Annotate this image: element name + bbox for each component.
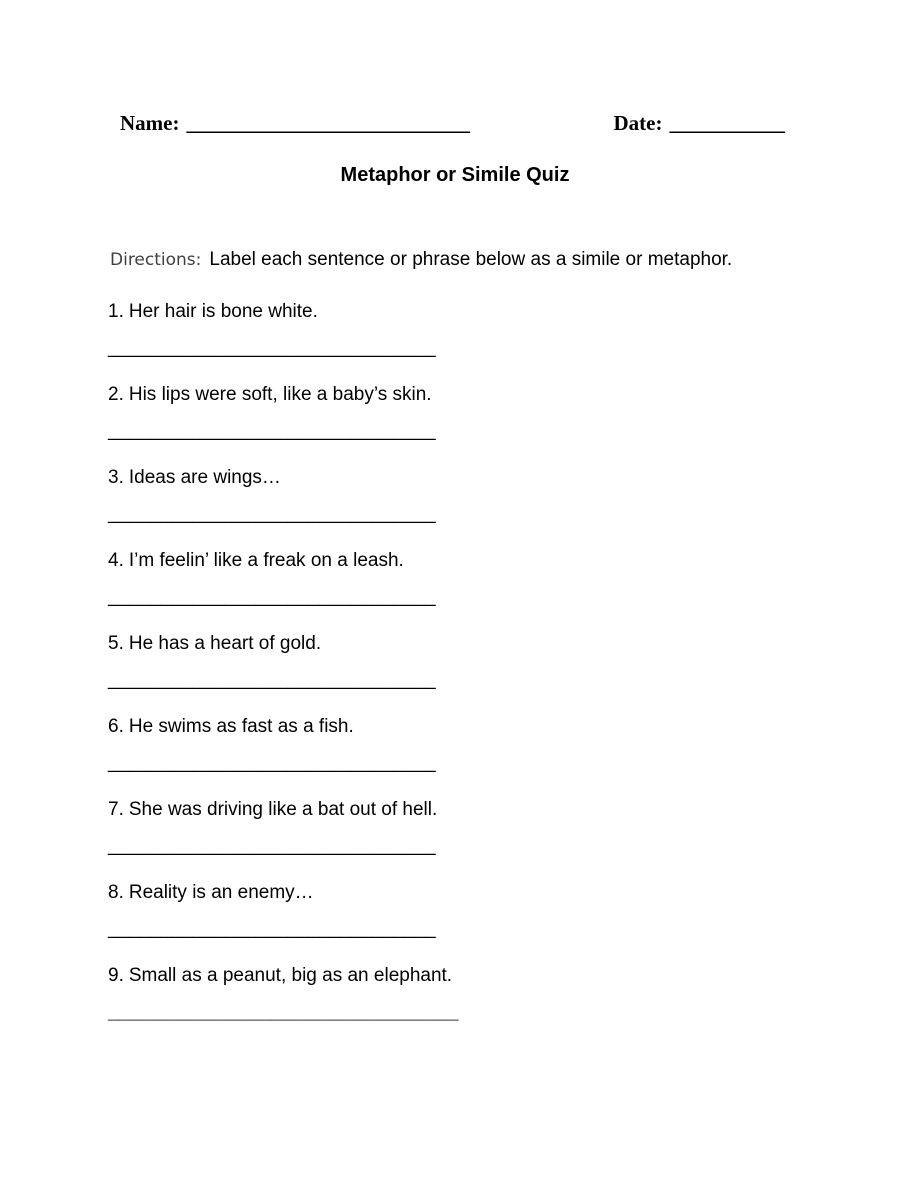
answer-blank-line[interactable]: _______________________________: [108, 669, 436, 690]
answer-blank-line[interactable]: _______________________________: [108, 918, 436, 939]
question-line: [0, 548, 910, 574]
question-number: 6.: [108, 716, 124, 737]
date-label: Date:: [613, 111, 663, 135]
directions-text: Label each sentence or phrase below as a simile or metaphor.: [209, 249, 733, 270]
answer-blank-line[interactable]: _______________________________: [108, 503, 436, 524]
answer-blank-line[interactable]: _______________________________: [108, 586, 436, 607]
question-number: 5.: [108, 633, 124, 654]
question-item: [0, 465, 910, 527]
page-title: Metaphor or Simile Quiz: [340, 164, 570, 186]
question-number: 4.: [108, 550, 124, 571]
question-line: [0, 963, 910, 989]
question-text: Her hair is bone white.: [128, 301, 318, 322]
question-text: Ideas are wings…: [128, 467, 281, 488]
directions-label: Directions:: [110, 250, 202, 270]
question-item: [0, 299, 910, 361]
question-text: His lips were soft, like a baby’s skin.: [128, 384, 432, 405]
question-text: Reality is an enemy…: [128, 882, 314, 903]
question-number: 3.: [108, 467, 124, 488]
question-line: [0, 797, 910, 823]
question-item: [0, 714, 910, 776]
directions: [0, 246, 910, 274]
question-line: [0, 299, 910, 325]
question-item: [0, 548, 910, 610]
question-item: [0, 963, 910, 1025]
question-line: [0, 382, 910, 408]
answer-blank-line[interactable]: _______________________________: [108, 752, 436, 773]
question-number: 1.: [108, 301, 124, 322]
name-label: Name:: [120, 111, 180, 135]
header: [0, 108, 910, 138]
date-field: [614, 108, 785, 138]
answer-blank-line[interactable]: _______________________________: [108, 420, 436, 441]
question-line: [0, 465, 910, 491]
question-number: 7.: [108, 799, 124, 820]
answer-blank-line[interactable]: _______________________________: [108, 337, 436, 358]
question-number: 9.: [108, 965, 124, 986]
question-list: [0, 299, 910, 1025]
question-text: I’m feelin’ like a freak on a leash.: [128, 550, 404, 571]
question-item: [0, 631, 910, 693]
answer-blank-line[interactable]: _______________________________: [108, 835, 436, 856]
date-blank-line[interactable]: ___________: [669, 111, 785, 135]
question-number: 8.: [108, 882, 124, 903]
name-field: [120, 108, 470, 138]
question-item: [0, 382, 910, 444]
question-text: Small as a peanut, big as an elephant.: [128, 965, 453, 986]
question-text: She was driving like a bat out of hell.: [128, 799, 438, 820]
question-line: [0, 714, 910, 740]
answer-blank-line[interactable]: ______________________________: [108, 1000, 459, 1023]
question-text: He swims as fast as a fish.: [128, 716, 354, 737]
name-blank-line[interactable]: ___________________________: [186, 111, 470, 135]
question-text: He has a heart of gold.: [128, 633, 322, 654]
question-line: [0, 880, 910, 906]
question-line: [0, 631, 910, 657]
question-item: [0, 797, 910, 859]
question-number: 2.: [108, 384, 124, 405]
question-item: [0, 880, 910, 942]
